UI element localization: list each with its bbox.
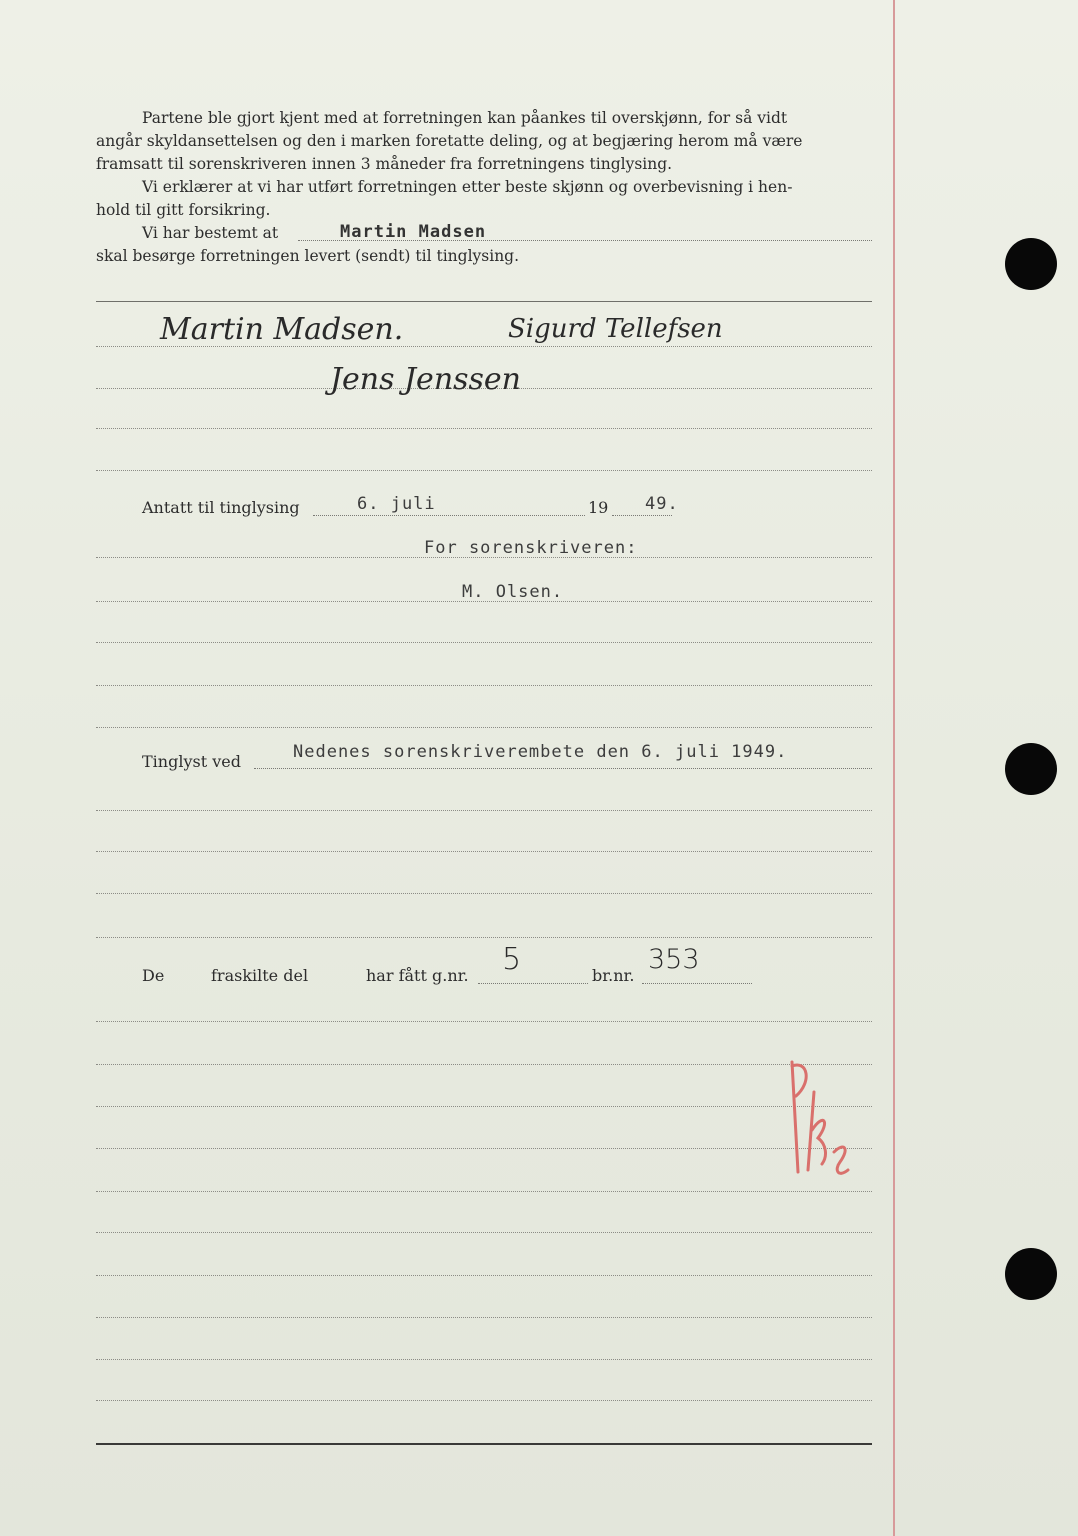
signed-by: M. Olsen. — [462, 582, 564, 602]
antatt-date-dotline — [313, 515, 585, 516]
ruled-line-22 — [96, 1317, 872, 1318]
antatt-year: 49. — [645, 494, 679, 514]
punch-hole-middle — [1005, 743, 1057, 795]
ruled-line-13 — [96, 893, 872, 894]
fraskilte-label: fraskilte del — [211, 966, 309, 985]
margin-rule — [893, 0, 895, 1536]
fraskilte-de: De — [142, 966, 165, 985]
ruled-line-14 — [96, 937, 872, 938]
gnr-value: 5 — [502, 942, 522, 977]
gnr-label: har fått g.nr. — [366, 966, 469, 985]
para1-line2: angår skyldansettelsen og den i marken foretatte deling, og at begjæring herom må være — [96, 132, 803, 150]
ruled-line-24 — [96, 1400, 872, 1401]
bottom-rule — [96, 1443, 872, 1446]
tinglyst-text: Nedenes sorenskriverembete den 6. juli 1949. — [293, 742, 788, 762]
para3-line2: skal besørge forretningen levert (sendt) til tinglysing. — [96, 247, 520, 265]
ruled-line-18 — [96, 1148, 872, 1149]
ruled-line-5 — [96, 470, 872, 471]
antatt-year-prefix: 19 — [588, 498, 609, 517]
gnr-dotline — [478, 983, 588, 984]
brnr-value: 353 — [648, 944, 700, 975]
ruled-line-1 — [96, 301, 872, 302]
punch-hole-top — [1005, 238, 1057, 290]
antatt-year-dotline — [612, 515, 672, 516]
ruled-line-15 — [96, 1021, 872, 1022]
ruled-line-21 — [96, 1275, 872, 1276]
signature-1: Martin Madsen. — [160, 312, 404, 347]
para3-prefix: Vi har bestemt at — [142, 224, 279, 242]
declaration-text — [96, 107, 876, 268]
ruled-line-8 — [96, 642, 872, 643]
ruled-line-11 — [96, 810, 872, 811]
ruled-line-20 — [96, 1232, 872, 1233]
para1-line1: Partene ble gjort kjent med at forretningen kan påankes til overskjønn, for så vidt — [142, 109, 788, 127]
ruled-line-10 — [96, 727, 872, 728]
ruled-line-17 — [96, 1106, 872, 1107]
initials-mark — [778, 1052, 858, 1182]
ruled-line-23 — [96, 1359, 872, 1360]
para2-line2: hold til gitt forsikring. — [96, 201, 271, 219]
punch-hole-bottom — [1005, 1248, 1057, 1300]
antatt-label: Antatt til tinglysing — [142, 498, 300, 517]
brnr-dotline — [642, 983, 752, 984]
tinglyst-label: Tinglyst ved — [142, 752, 241, 771]
for-sorenskriveren: For sorenskriveren: — [424, 538, 638, 558]
para1-line3: framsatt til sorenskriveren innen 3 måneder fra forretningens tinglysing. — [96, 155, 673, 173]
signature-3: Jens Jenssen — [330, 362, 522, 397]
brnr-label: br.nr. — [592, 966, 635, 985]
ruled-line-16 — [96, 1064, 872, 1065]
ruled-line-4 — [96, 428, 872, 429]
ruled-line-12 — [96, 851, 872, 852]
ruled-line-9 — [96, 685, 872, 686]
tinglyst-dotline — [254, 768, 872, 769]
ruled-line-19 — [96, 1191, 872, 1192]
designee-name: Martin Madsen — [340, 222, 487, 242]
signature-2: Sigurd Tellefsen — [508, 314, 723, 344]
para2-line1: Vi erklærer at vi har utført forretningen etter beste skjønn og overbevisning i hen- — [142, 178, 793, 196]
antatt-date: 6. juli — [357, 494, 436, 514]
